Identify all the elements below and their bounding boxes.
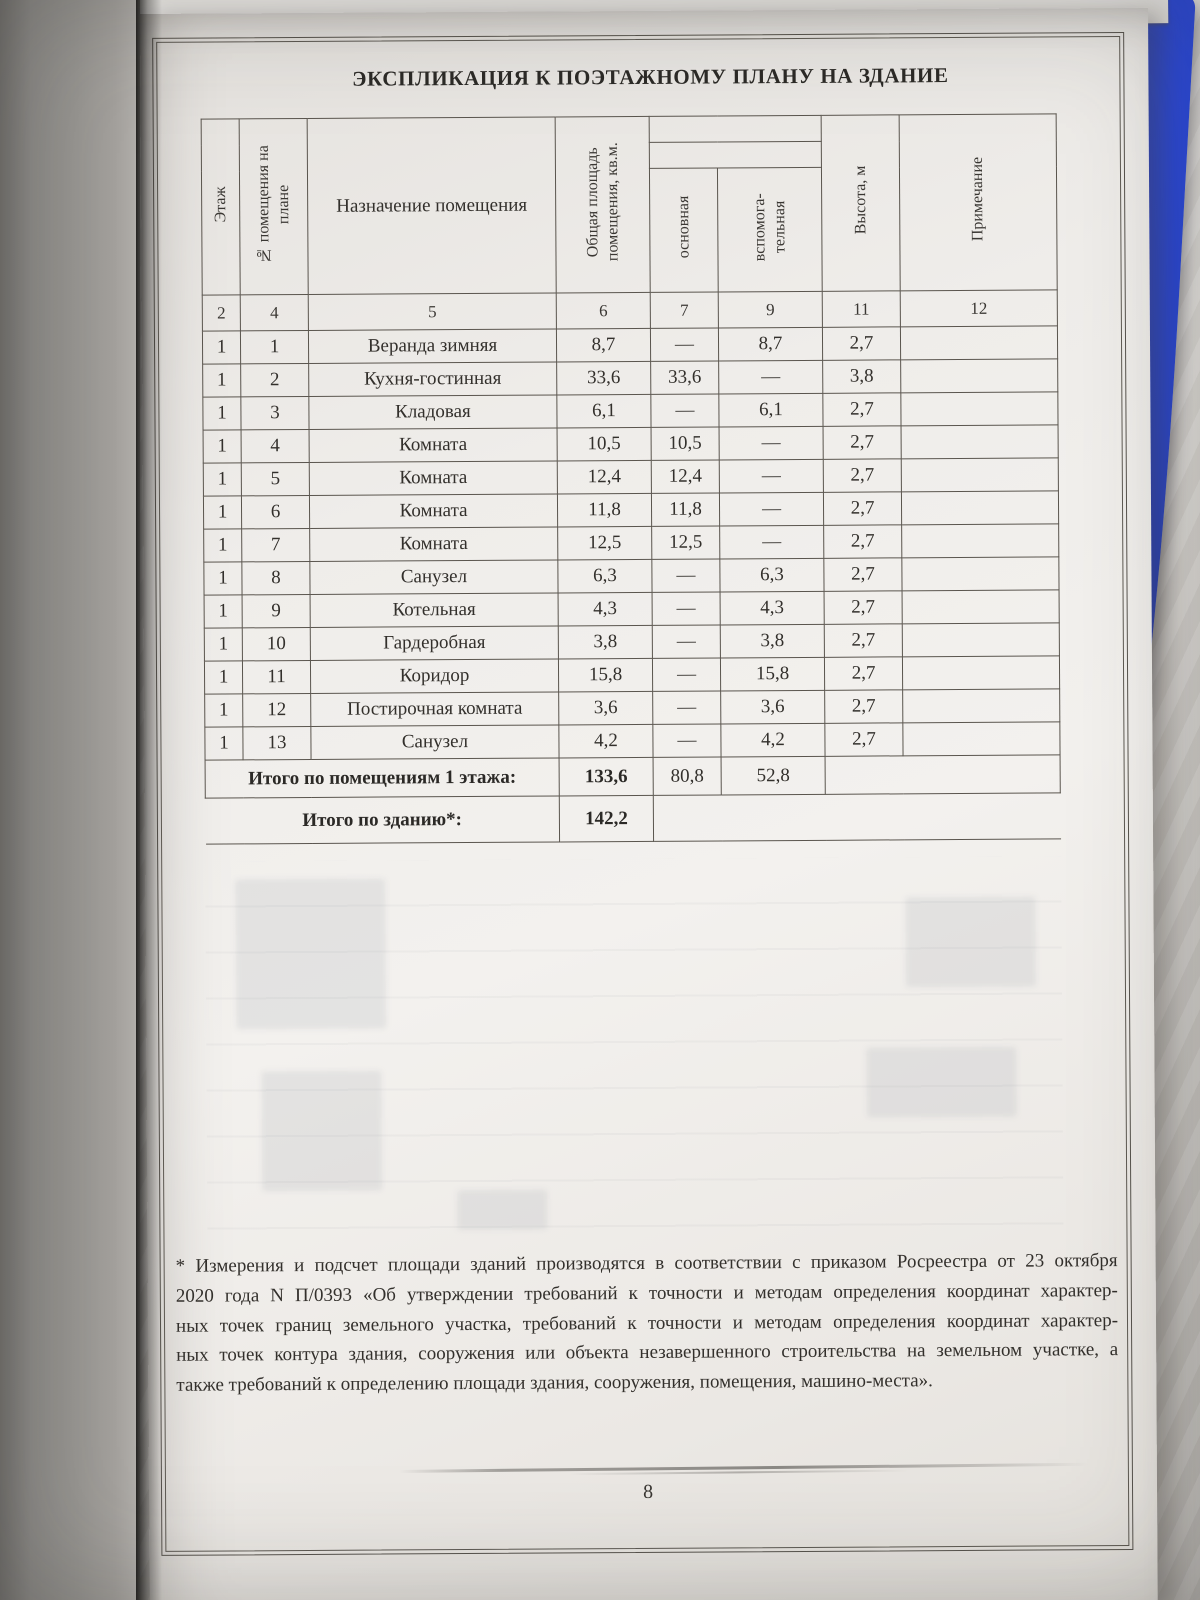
height-cell: 3,8 bbox=[823, 360, 901, 393]
floor-cell: 1 bbox=[203, 496, 241, 529]
floor-cell: 1 bbox=[204, 628, 242, 661]
footnote-line: 2020 года N П/0393 «Об утверждении требований к точности и методам определения координат характер- bbox=[175, 1279, 1118, 1307]
table-row bbox=[205, 689, 1060, 727]
header-floor bbox=[201, 119, 240, 295]
height-cell: 2,7 bbox=[825, 690, 903, 723]
note-cell bbox=[901, 425, 1058, 459]
table-row bbox=[203, 425, 1058, 463]
footnote-line: также требований к определению площади здания, сооружения, помещения, машино-места». bbox=[176, 1370, 933, 1397]
purpose-cell: Комната bbox=[310, 527, 558, 562]
purpose-cell: Комната bbox=[309, 428, 557, 463]
room-no-cell: 10 bbox=[242, 627, 310, 660]
main-area-cell: — bbox=[650, 328, 718, 361]
footnote-line: ных точек контура здания, сооружения или объекта незавершенного строительства на земельном участке, а bbox=[176, 1339, 1119, 1367]
table-row bbox=[204, 656, 1059, 694]
footnote-line: * Измерения и подсчет площади зданий производятся в соответствии с приказом Росреестра от 23 октября bbox=[175, 1250, 1118, 1277]
footnote bbox=[176, 1246, 1119, 1401]
floor-cell: 1 bbox=[205, 727, 243, 760]
total-area-cell: 6,1 bbox=[557, 394, 651, 428]
floor-cell: 1 bbox=[204, 661, 242, 694]
purpose-cell: Комната bbox=[309, 461, 557, 496]
purpose-cell: Постирочная комната bbox=[311, 692, 559, 727]
height-cell: 2,7 bbox=[825, 723, 903, 756]
height-cell: 2,7 bbox=[824, 558, 902, 591]
table-row bbox=[204, 590, 1059, 628]
height-cell: 2,7 bbox=[823, 492, 901, 525]
header-note-label: Примечание bbox=[968, 157, 987, 242]
main-area-cell: — bbox=[652, 592, 720, 625]
floor-cell: 1 bbox=[203, 430, 241, 463]
table-row bbox=[203, 458, 1058, 496]
room-no-cell: 11 bbox=[242, 660, 310, 693]
total-area-cell: 15,8 bbox=[558, 658, 652, 692]
document-page bbox=[140, 8, 1158, 1600]
note-cell bbox=[902, 590, 1059, 624]
room-no-cell: 5 bbox=[241, 462, 309, 495]
floor-cell: 1 bbox=[204, 595, 242, 628]
room-no-cell: 6 bbox=[241, 495, 309, 528]
height-cell: 2,7 bbox=[823, 459, 901, 492]
aux-area-cell: 15,8 bbox=[720, 657, 824, 691]
height-cell: 2,7 bbox=[824, 657, 902, 690]
floor-cell: 1 bbox=[205, 694, 243, 727]
note-cell bbox=[902, 557, 1059, 591]
note-cell bbox=[901, 392, 1058, 426]
height-cell: 2,7 bbox=[824, 624, 902, 657]
main-area-cell: — bbox=[651, 394, 719, 427]
aux-area-cell: — bbox=[720, 525, 824, 559]
room-no-cell: 13 bbox=[243, 726, 311, 759]
total-area-cell: 8,7 bbox=[556, 328, 650, 362]
main-area-cell: 33,6 bbox=[651, 361, 719, 394]
table-row bbox=[203, 392, 1058, 430]
main-area-cell: 12,5 bbox=[652, 526, 720, 559]
aux-area-cell: 3,6 bbox=[721, 690, 825, 724]
purpose-cell: Кухня-гостинная bbox=[309, 362, 557, 397]
total-area-cell: 6,3 bbox=[558, 559, 652, 593]
purpose-cell: Санузел bbox=[311, 725, 559, 760]
floor-totals-label: Итого по помещениям 1 этажа: bbox=[205, 758, 559, 798]
note-cell bbox=[902, 656, 1059, 690]
height-cell: 2,7 bbox=[824, 591, 902, 624]
purpose-cell: Веранда зимняя bbox=[308, 329, 556, 364]
total-area-cell: 12,5 bbox=[558, 526, 652, 560]
room-no-cell: 9 bbox=[242, 594, 310, 627]
group-header-empty-cell bbox=[649, 141, 821, 168]
header-room-no bbox=[239, 118, 308, 294]
table-row bbox=[204, 524, 1059, 562]
aux-area-cell: — bbox=[719, 492, 823, 526]
table-row bbox=[204, 623, 1059, 661]
main-area-cell: — bbox=[652, 625, 720, 658]
header-room-no-label: № помещения на плане bbox=[254, 144, 292, 263]
total-area-cell: 11,8 bbox=[557, 493, 651, 527]
aux-area-cell: 6,1 bbox=[719, 393, 823, 427]
table-row bbox=[202, 326, 1057, 364]
floor-cell: 1 bbox=[204, 529, 242, 562]
col-num: 7 bbox=[650, 292, 718, 328]
floor-cell: 1 bbox=[203, 463, 241, 496]
room-no-cell: 7 bbox=[242, 528, 310, 561]
group-header-empty-cell bbox=[649, 115, 821, 142]
col-num: 9 bbox=[718, 291, 822, 328]
room-no-cell: 3 bbox=[241, 396, 309, 429]
explication-table bbox=[201, 113, 1061, 844]
col-num: 5 bbox=[308, 293, 556, 331]
building-totals-empty bbox=[653, 793, 1060, 841]
header-total-area-label: Общая площадь помещения, кв.м. bbox=[583, 142, 622, 262]
aux-area-cell: 8,7 bbox=[718, 327, 822, 361]
aux-area-cell: — bbox=[719, 459, 823, 493]
header-total-area bbox=[555, 116, 650, 293]
main-area-cell: 11,8 bbox=[651, 493, 719, 526]
room-no-cell: 12 bbox=[243, 693, 311, 726]
footnote-line: ных точек границ земельного участка, требований к точности и методам определения координат характер- bbox=[175, 1309, 1119, 1337]
col-num: 12 bbox=[900, 290, 1057, 327]
total-area-cell: 4,2 bbox=[559, 724, 653, 758]
header-aux-area-label: вспомога-тельная bbox=[750, 192, 788, 261]
table-row bbox=[203, 491, 1058, 529]
building-totals-label: Итого по зданию*: bbox=[205, 796, 559, 844]
total-area-cell: 4,3 bbox=[558, 592, 652, 626]
note-cell bbox=[902, 623, 1059, 657]
total-area-cell: 12,4 bbox=[557, 460, 651, 494]
floor-cell: 1 bbox=[204, 562, 242, 595]
total-area-cell: 33,6 bbox=[557, 361, 651, 395]
header-purpose: Назначение помещения bbox=[307, 117, 556, 295]
header-main-area-label: основная bbox=[674, 195, 693, 259]
room-no-cell: 2 bbox=[241, 363, 309, 396]
floor-totals-empty bbox=[825, 755, 1060, 794]
header-height-label: Высота, м bbox=[851, 165, 869, 235]
floor-totals-row bbox=[205, 755, 1060, 798]
height-cell: 2,7 bbox=[823, 426, 901, 459]
header-aux-area bbox=[717, 167, 822, 292]
aux-area-cell: 6,3 bbox=[720, 558, 824, 592]
height-cell: 2,7 bbox=[824, 525, 902, 558]
table-row bbox=[203, 359, 1058, 397]
purpose-cell: Гардеробная bbox=[310, 626, 558, 661]
header-main-area bbox=[649, 168, 718, 292]
purpose-cell: Котельная bbox=[310, 593, 558, 628]
floor-cell: 1 bbox=[203, 364, 241, 397]
note-cell bbox=[901, 491, 1058, 525]
building-totals-row bbox=[205, 793, 1060, 844]
floor-totals-aux: 52,8 bbox=[721, 756, 825, 795]
main-area-cell: — bbox=[653, 691, 721, 724]
col-num: 2 bbox=[202, 295, 240, 331]
room-no-cell: 8 bbox=[242, 561, 310, 594]
header-height bbox=[821, 115, 900, 291]
table-row bbox=[205, 722, 1060, 760]
height-cell: 2,7 bbox=[823, 393, 901, 426]
note-cell bbox=[903, 722, 1060, 756]
page-title: ЭКСПЛИКАЦИЯ К ПОЭТАЖНОМУ ПЛАНУ НА ЗДАНИЕ bbox=[352, 63, 949, 91]
curled-pages bbox=[0, 0, 140, 1600]
note-cell bbox=[902, 524, 1059, 558]
col-num: 4 bbox=[240, 294, 308, 330]
purpose-cell: Коридор bbox=[310, 659, 558, 694]
height-cell: 2,7 bbox=[822, 327, 900, 360]
main-area-cell: 12,4 bbox=[651, 460, 719, 493]
aux-area-cell: 3,8 bbox=[720, 624, 824, 658]
room-no-cell: 1 bbox=[240, 330, 308, 363]
floor-cell: 1 bbox=[202, 331, 240, 364]
floor-cell: 1 bbox=[203, 397, 241, 430]
aux-area-cell: — bbox=[719, 360, 823, 394]
building-totals-total: 142,2 bbox=[559, 795, 653, 842]
main-area-cell: 10,5 bbox=[651, 427, 719, 460]
col-num: 6 bbox=[556, 292, 650, 329]
header-floor-label: Этаж bbox=[211, 186, 229, 223]
page-number: 8 bbox=[642, 1480, 654, 1503]
note-cell bbox=[900, 326, 1057, 360]
note-cell bbox=[903, 689, 1060, 723]
purpose-cell: Санузел bbox=[310, 560, 558, 595]
table-row bbox=[204, 557, 1059, 595]
column-number-row bbox=[202, 290, 1057, 331]
room-no-cell: 4 bbox=[241, 429, 309, 462]
main-area-cell: — bbox=[652, 658, 720, 691]
aux-area-cell: — bbox=[719, 426, 823, 460]
note-cell bbox=[901, 359, 1058, 393]
aux-area-cell: 4,3 bbox=[720, 591, 824, 625]
main-area-cell: — bbox=[652, 559, 720, 592]
header-note bbox=[899, 114, 1057, 291]
col-num: 11 bbox=[822, 291, 900, 327]
total-area-cell: 3,8 bbox=[558, 625, 652, 659]
aux-area-cell: 4,2 bbox=[721, 723, 825, 757]
purpose-cell: Кладовая bbox=[309, 395, 557, 430]
floor-totals-main: 80,8 bbox=[653, 757, 721, 795]
main-area-cell: — bbox=[653, 724, 721, 757]
total-area-cell: 3,6 bbox=[559, 691, 653, 725]
note-cell bbox=[901, 458, 1058, 492]
floor-totals-total: 133,6 bbox=[559, 757, 653, 796]
spine-shadow-divider bbox=[136, 0, 162, 1600]
total-area-cell: 10,5 bbox=[557, 427, 651, 461]
purpose-cell: Комната bbox=[309, 494, 557, 529]
